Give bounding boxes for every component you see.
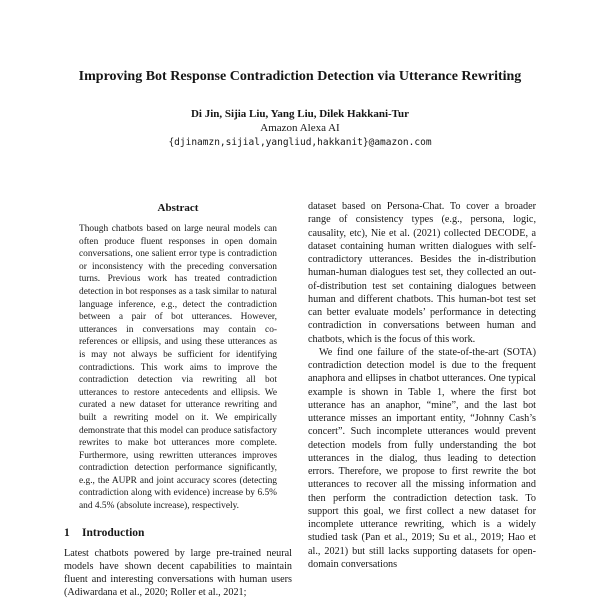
- two-column-body: [64, 200, 536, 600]
- introduction-paragraph: Latest chatbots powered by large pre-trained neural models have shown decent capabilities to maintain fluent and interesting conversations with human users (Adiwardana et al., 2020; Roller et al., 2021;: [64, 547, 292, 599]
- section-title: Introduction: [82, 526, 145, 539]
- paper-header: [0, 0, 600, 148]
- paper-title: Improving Bot Response Contradiction Detection via Utterance Rewriting: [78, 69, 522, 84]
- abstract-heading: Abstract: [157, 202, 199, 214]
- right-column-paragraph-2: We find one failure of the state-of-the-art (SOTA) contradiction detection model is due to the frequent anaphora and ellipses in chatbot utterances. One typical example is shown in Table 1, where the first bot utterance has an anaphor, “mine”, and the last bot utterance misses an important entity, “Johnny Cash’s concert”. Such incomplete utterances would prevent detection models from fully understanding the bot utterances in the dialog, thus leading to detection errors. Therefore, we propose to first rewrite the bot utterances to recover all the missing information and then perform the contradiction detection task. To support this goal, we first collect a new dataset for incomplete utterance rewriting, which is a widely studied task (Pan et al., 2019; Su et al., 2019; Hao et al., 2021) but still lacks supporting datasets for open-domain conversations: [308, 346, 536, 570]
- email-line: {djinamzn,sijial,yangliud,hakkanit}@amazon.com: [168, 136, 432, 148]
- affiliation: Amazon Alexa AI: [260, 121, 340, 134]
- right-column-paragraph-1: dataset based on Persona-Chat. To cover a broader range of consistency types (e.g., persona, logic, causality, etc), Nie et al. (2021) collected DECODE, a dataset containing human written dialogues with self-contradictory utterances. Besides the in-distribution human-human dialogues test set, they collected an out-of-distribution test set containing dialogues between human and different chatbots. This human-bot test set can better evaluate models’ performance in detecting contradiction in conversations between human and chatbots, which is the focus of this work.: [308, 201, 536, 345]
- section-number: 1: [64, 526, 70, 539]
- author-line: Di Jin, Sijia Liu, Yang Liu, Dilek Hakkani-Tur: [190, 107, 410, 120]
- introduction-heading: [64, 527, 292, 539]
- abstract-text: Though chatbots based on large neural models can often produce fluent responses in open domain conversations, one salient error type is contradiction or inconsistency with the preceding conversation turns. Previous work has treated contradiction detection in bot responses as a task similar to natural language inference, e.g., detect the contradiction between a pair of bot utterances. However, utterances in conversations may contain co-references or ellipsis, and using these utterances as is may not always be sufficient for identifying contradictions. This work aims to improve the contradiction detection via rewriting all bot utterances to restore antecedents and ellipsis. We curated a new dataset for utterance rewriting and built a rewriting model on it. We empirically demonstrate that this model can produce satisfactory rewrites to make bot utterances more complete. Furthermore, using rewritten utterances improves contradiction detection performance significantly, e.g., the AUPR and joint accuracy scores (detecting contradiction along with evidence) increase by 6.5% and 4.5% (absolute increase), respectively.: [79, 224, 277, 512]
- left-column: [64, 200, 292, 600]
- right-column: [308, 200, 536, 571]
